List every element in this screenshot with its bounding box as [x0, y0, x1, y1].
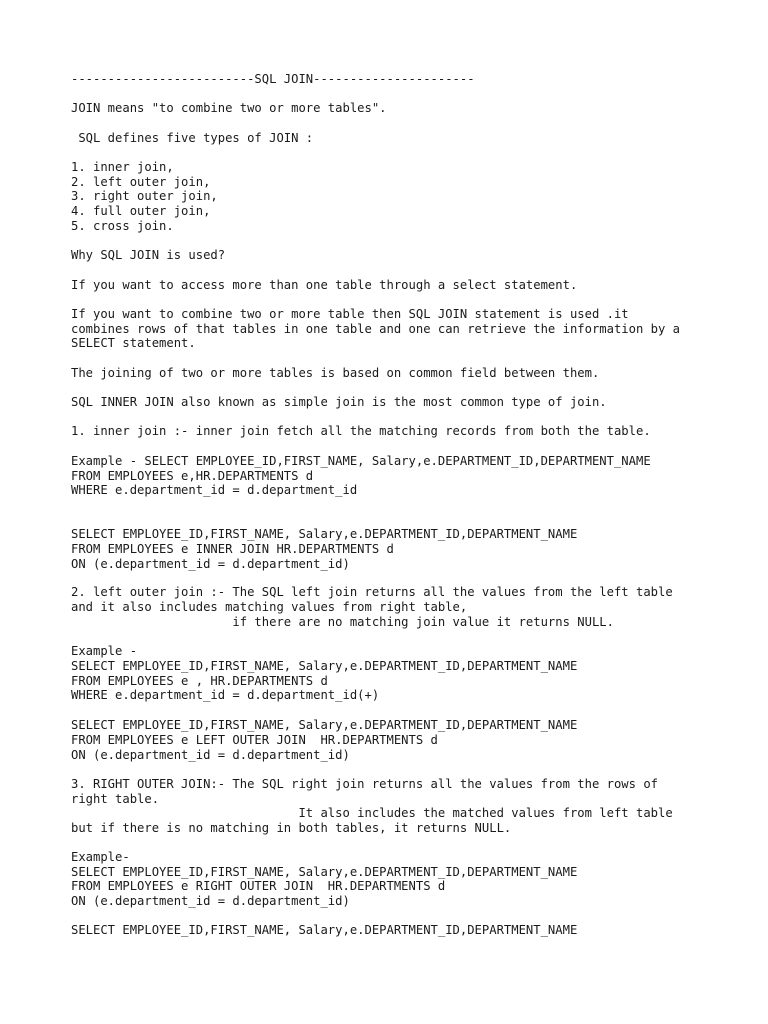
sql-code-line: SELECT EMPLOYEE_ID,FIRST_NAME, Salary,e.DEPARTMENT_ID,DEPARTMENT_NAME [71, 718, 578, 732]
doc-title: -------------------------SQL JOIN---------------------- [71, 72, 475, 86]
sql-code-line: SELECT EMPLOYEE_ID,FIRST_NAME, Salary,e.DEPARTMENT_ID,DEPARTMENT_NAME [71, 865, 578, 879]
sql-code-line: WHERE e.department_id = d.department_id(+) [71, 688, 380, 702]
join-type-item: 5. cross join. [71, 219, 174, 233]
doc-text-line: SQL INNER JOIN also known as simple join is the most common type of join. [71, 395, 607, 409]
join-type-item: 1. inner join, [71, 160, 174, 174]
doc-text-line: JOIN means "to combine two or more tables". [71, 101, 387, 115]
join-type-item: 4. full outer join, [71, 204, 211, 218]
doc-question: Why SQL JOIN is used? [71, 248, 226, 262]
sql-code-line: ON (e.department_id = d.department_id) [71, 748, 350, 762]
sql-code-line: Example - SELECT EMPLOYEE_ID,FIRST_NAME, Salary,e.DEPARTMENT_ID,DEPARTMENT_NAME [71, 454, 651, 468]
doc-text-line: SELECT statement. [71, 336, 196, 350]
join-type-item: 2. left outer join, [71, 175, 211, 189]
doc-text-line: right table. [71, 792, 160, 806]
doc-text-line: but if there is no matching in both tables, it returns NULL. [71, 821, 512, 835]
example-label: Example- [71, 850, 130, 864]
doc-text-line: If you want to combine two or more table then SQL JOIN statement is used .it [71, 307, 629, 321]
sql-code-line: WHERE e.department_id = d.department_id [71, 483, 358, 497]
doc-text-line: combines rows of that tables in one table and one can retrieve the information by a [71, 322, 681, 336]
sql-code-line: FROM EMPLOYEES e LEFT OUTER JOIN HR.DEPARTMENTS d [71, 733, 438, 747]
sql-code-line: FROM EMPLOYEES e INNER JOIN HR.DEPARTMENTS d [71, 542, 394, 556]
example-label: Example - [71, 644, 138, 658]
doc-text-line: If you want to access more than one table through a select statement. [71, 278, 578, 292]
sql-code-line: FROM EMPLOYEES e,HR.DEPARTMENTS d [71, 469, 314, 483]
join-type-item: 3. right outer join, [71, 189, 218, 203]
sql-code-line: FROM EMPLOYEES e RIGHT OUTER JOIN HR.DEPARTMENTS d [71, 879, 446, 893]
doc-text-line: and it also includes matching values from right table, [71, 600, 468, 614]
doc-text-line: The joining of two or more tables is based on common field between them. [71, 366, 600, 380]
sql-code-line: ON (e.department_id = d.department_id) [71, 894, 350, 908]
sql-code-line: SELECT EMPLOYEE_ID,FIRST_NAME, Salary,e.DEPARTMENT_ID,DEPARTMENT_NAME [71, 923, 578, 937]
doc-text-line: if there are no matching join value it returns NULL. [71, 615, 614, 629]
sql-code-line: SELECT EMPLOYEE_ID,FIRST_NAME, Salary,e.DEPARTMENT_ID,DEPARTMENT_NAME [71, 527, 578, 541]
doc-text-line: It also includes the matched values from left table [71, 806, 673, 820]
sql-code-line: FROM EMPLOYEES e , HR.DEPARTMENTS d [71, 674, 328, 688]
sql-code-line: SELECT EMPLOYEE_ID,FIRST_NAME, Salary,e.DEPARTMENT_ID,DEPARTMENT_NAME [71, 659, 578, 673]
section-heading: 3. RIGHT OUTER JOIN:- The SQL right join returns all the values from the rows of [71, 777, 658, 791]
section-heading: 1. inner join :- inner join fetch all the matching records from both the table. [71, 424, 651, 438]
section-heading: 2. left outer join :- The SQL left join returns all the values from the left table [71, 585, 673, 599]
sql-code-line: ON (e.department_id = d.department_id) [71, 557, 350, 571]
doc-text-line: SQL defines five types of JOIN : [71, 131, 314, 145]
